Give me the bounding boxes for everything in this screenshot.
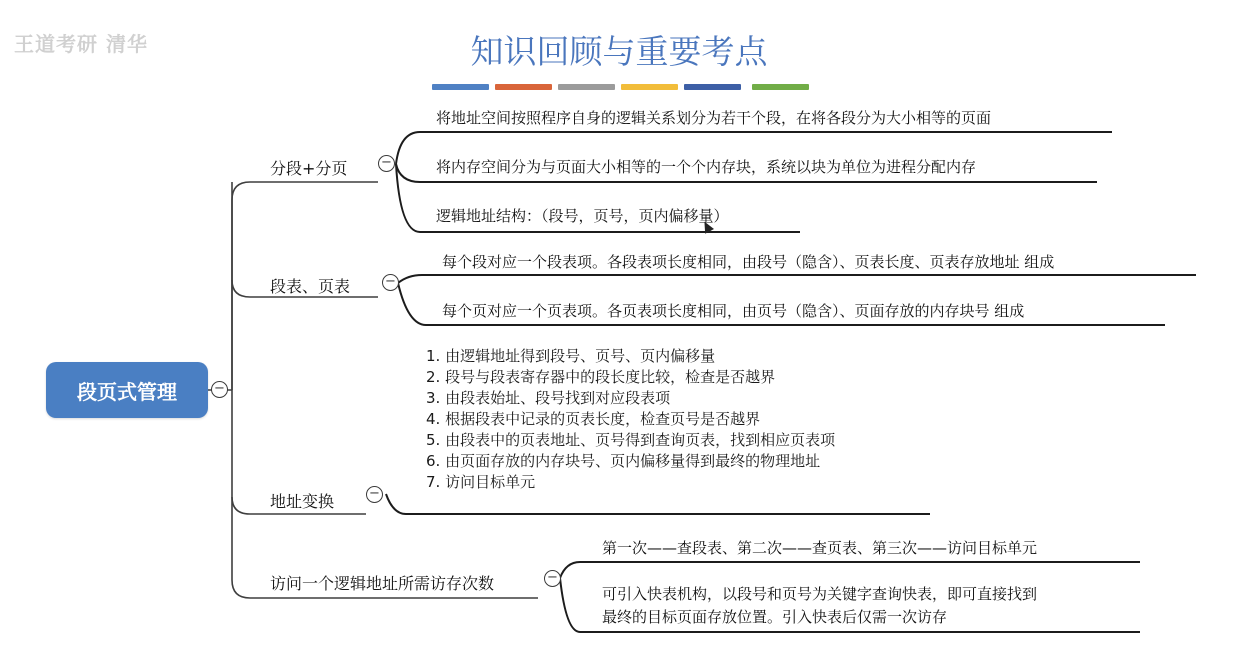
accesses-item-1: 第一次——查段表、第二次——查页表、第三次——访问目标单元	[602, 539, 1038, 557]
translation-step: 5. 由段表中的页表地址、页号得到查询页表，找到相应页表项	[426, 431, 836, 449]
accesses-item-2: 可引入快表机构，以段号和页号为关键字查询快表，即可直接找到	[602, 585, 1038, 603]
branch-translation[interactable]: 地址变换	[270, 492, 335, 511]
translation-step: 6. 由页面存放的内存块号、页内偏移量得到最终的物理地址	[426, 452, 821, 470]
tables-item-1: 每个段对应一个段表项。各段表项长度相同，由段号（隐含）、页表长度、页表存放地址 组成	[442, 253, 1055, 271]
collapse-toggle-tables[interactable]: −	[382, 274, 399, 291]
accesses-item-3: 最终的目标页面存放位置。引入快表后仅需一次访存	[602, 608, 948, 626]
translation-steps	[426, 346, 835, 493]
segment-page-item-3: 逻辑地址结构：（段号，页号，页内偏移量）	[436, 207, 729, 225]
collapse-toggle-translation[interactable]: −	[366, 486, 383, 503]
segment-page-item-1: 将地址空间按照程序自身的逻辑关系划分为若干个段，在将各段分为大小相等的页面	[436, 109, 992, 127]
collapse-toggle-root[interactable]: −	[211, 381, 228, 398]
branch-segment-page[interactable]: 分段+分页	[270, 159, 348, 178]
collapse-toggle-accesses[interactable]: −	[544, 570, 561, 587]
branch-tables[interactable]: 段表、页表	[270, 277, 351, 296]
translation-step: 4. 根据段表中记录的页表长度，检查页号是否越界	[426, 410, 761, 428]
translation-step: 7. 访问目标单元	[426, 473, 536, 491]
root-node[interactable]	[46, 362, 208, 418]
segment-page-item-2: 将内存空间分为与页面大小相等的一个个内存块，系统以块为单位为进程分配内存	[436, 158, 977, 176]
page-title-text: 知识回顾与重要考点	[470, 32, 768, 71]
collapse-toggle-segment-page[interactable]: −	[378, 155, 395, 172]
translation-step: 3. 由段表始址、段号找到对应段表项	[426, 389, 671, 407]
watermark: 王道考研 清华	[14, 32, 148, 56]
root-label: 段页式管理	[77, 379, 177, 404]
tables-item-2: 每个页对应一个页表项。各页表项长度相同，由页号（隐含）、页面存放的内存块号 组成	[442, 302, 1025, 320]
translation-step: 1. 由逻辑地址得到段号、页号、页内偏移量	[426, 347, 716, 365]
translation-step: 2. 段号与段表寄存器中的段长度比较，检查是否越界	[426, 368, 776, 386]
branch-accesses[interactable]: 访问一个逻辑地址所需访存次数	[270, 574, 495, 593]
